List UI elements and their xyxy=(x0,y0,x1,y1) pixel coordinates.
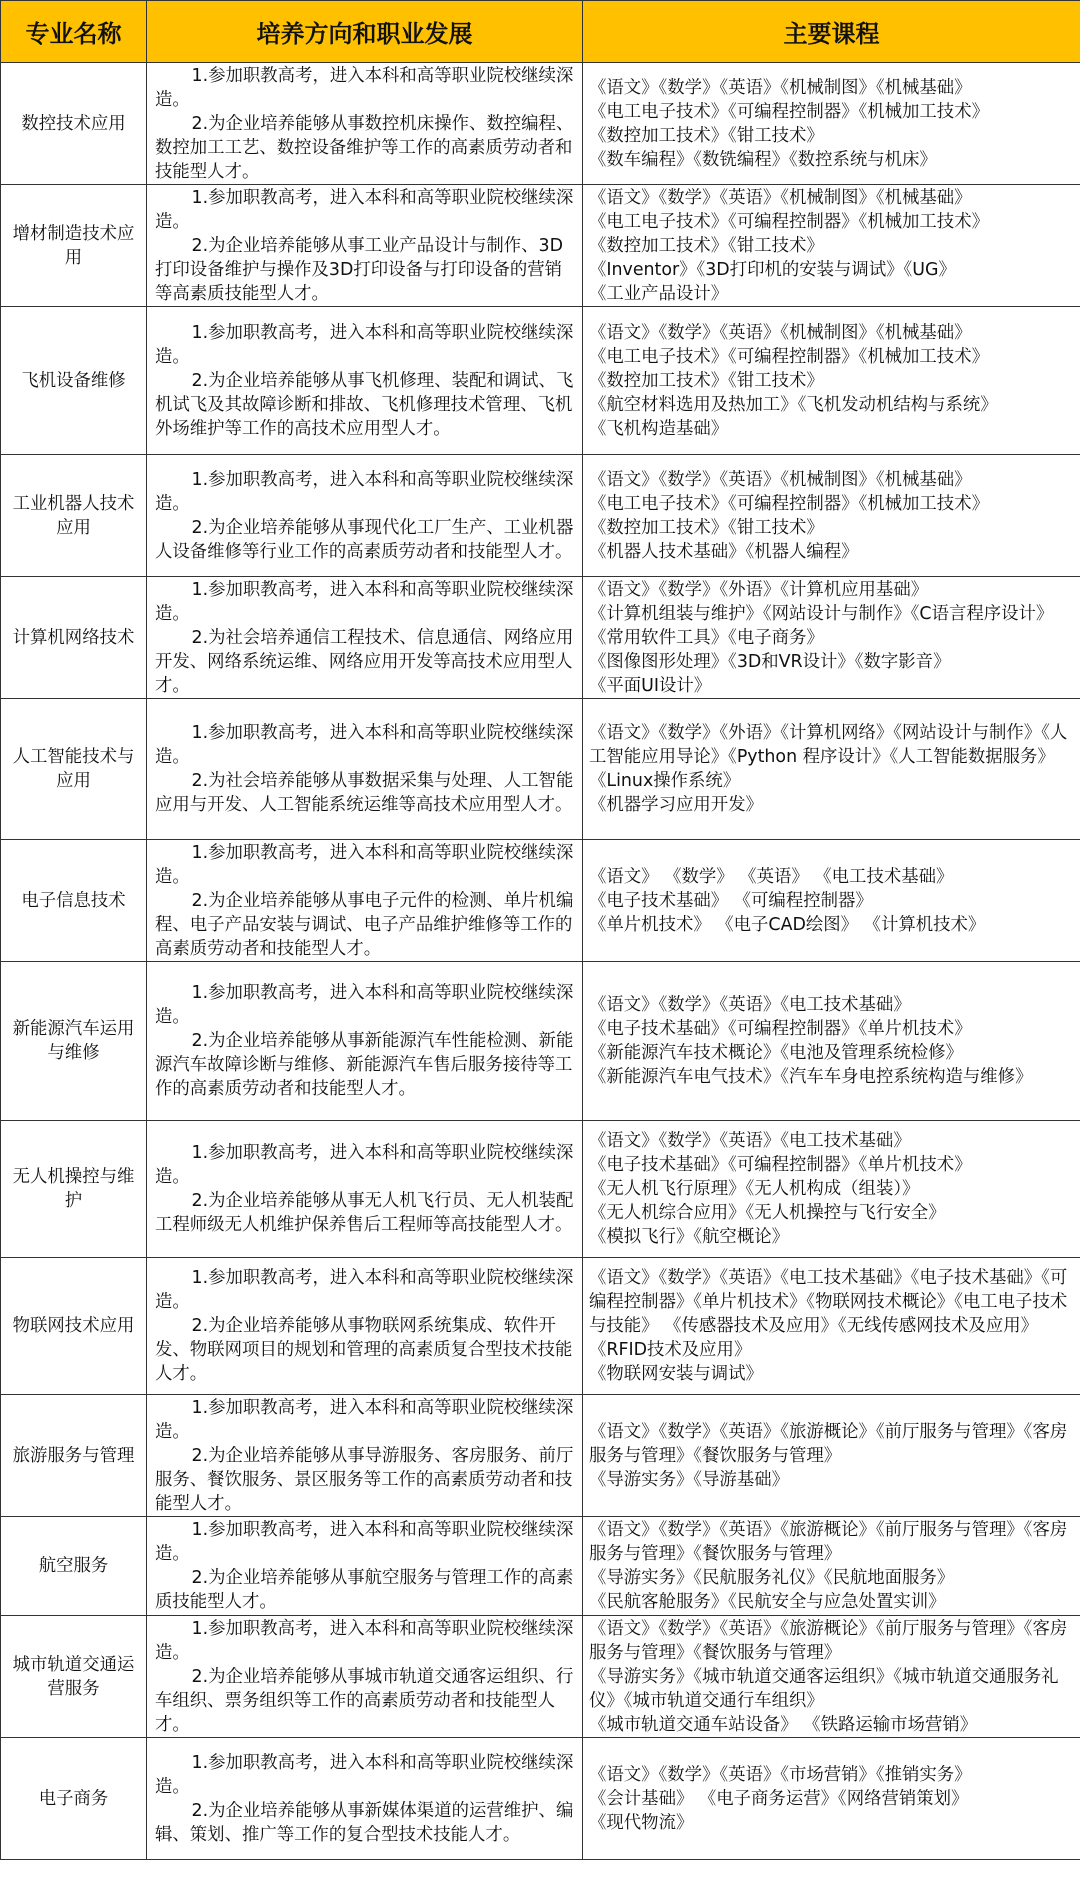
direction-cell xyxy=(147,63,583,185)
direction-paragraph: 1.参加职教高考，进入本科和高等职业院校继续深造。 xyxy=(155,842,574,887)
direction-cell xyxy=(147,962,583,1121)
major-name-cell: 城市轨道交通运营服务 xyxy=(1,1616,147,1738)
course-line: 《航空材料选用及热加工》《飞机发动机结构与系统》 xyxy=(589,394,998,415)
major-name-cell: 航空服务 xyxy=(1,1517,147,1616)
courses-cell xyxy=(583,1517,1080,1616)
course-line: 《语文》《数学》《英语》《机械制图》《机械基础》 xyxy=(589,187,972,208)
direction-cell xyxy=(147,1738,583,1860)
courses-cell xyxy=(583,1738,1080,1860)
course-line: 《数控加工技术》《钳工技术》 xyxy=(589,125,824,146)
major-name-cell: 电子信息技术 xyxy=(1,840,147,962)
direction-paragraph: 2.为企业培养能够从事物联网系统集成、软件开发、物联网项目的规划和管理的高素质复合型技术技能人才。 xyxy=(155,1316,573,1384)
major-name-cell: 人工智能技术与应用 xyxy=(1,699,147,840)
table-row xyxy=(1,962,1080,1121)
header-direction: 培养方向和职业发展 xyxy=(147,1,583,63)
major-name-cell: 电子商务 xyxy=(1,1738,147,1860)
course-line: 《物联网安装与调试》 xyxy=(589,1364,763,1384)
major-name-cell: 数控技术应用 xyxy=(1,63,147,185)
direction-paragraph: 1.参加职教高考，进入本科和高等职业院校继续深造。 xyxy=(155,65,574,110)
direction-paragraph: 2.为社会培养通信工程技术、信息通信、网络应用开发、网络系统运维、网络应用开发等高技术应用型人才。 xyxy=(155,627,574,696)
courses-cell xyxy=(583,63,1080,185)
table-row xyxy=(1,185,1080,307)
course-line: 《导游实务》《城市轨道交通客运组织》《城市轨道交通服务礼仪》《城市轨道交通行车组织》 xyxy=(589,1666,1059,1711)
direction-paragraph: 2.为企业培养能够从事新媒体渠道的运营维护、编辑、策划、推广等工作的复合型技术技能人才。 xyxy=(155,1800,574,1845)
course-line: 《语文》《数学》《外语》《计算机应用基础》 xyxy=(589,579,929,600)
major-name-cell: 物联网技术应用 xyxy=(1,1258,147,1395)
direction-paragraph: 1.参加职教高考，进入本科和高等职业院校继续深造。 xyxy=(155,1397,574,1442)
direction-paragraph: 2.为企业培养能够从事新能源汽车性能检测、新能源汽车故障诊断与维修、新能源汽车售后服务接待等工作的高素质劳动者和技能型人才。 xyxy=(155,1031,574,1099)
course-line: 《电子技术基础》《可编程控制器》《单片机技术》 xyxy=(589,1155,972,1175)
course-line: 《单片机技术》 《电子CAD绘图》 《计算机技术》 xyxy=(589,914,986,935)
table-row xyxy=(1,577,1080,699)
header-courses: 主要课程 xyxy=(583,1,1080,63)
course-line: 《模拟飞行》《航空概论》 xyxy=(589,1227,789,1247)
course-line: 《无人机综合应用》《无人机操控与飞行安全》 xyxy=(589,1203,946,1223)
course-line: 《图像图形处理》《3D和VR设计》《数字影音》 xyxy=(589,651,951,672)
header-row xyxy=(1,1,1080,63)
direction-cell xyxy=(147,1258,583,1395)
course-line: 《电工电子技术》《可编程控制器》《机械加工技术》 xyxy=(589,346,989,367)
course-line: 《Inventor》《3D打印机的安装与调试》《UG》 xyxy=(589,259,956,280)
course-line: 《会计基础》 《电子商务运营》《网络营销策划》 xyxy=(589,1788,969,1809)
courses-cell xyxy=(583,577,1080,699)
course-line: 《新能源汽车电气技术》《汽车车身电控系统构造与维修》 xyxy=(589,1067,1033,1087)
direction-cell xyxy=(147,577,583,699)
course-line: 《无人机飞行原理》《无人机构成（组装）》 xyxy=(589,1179,920,1199)
course-line: 《电子技术基础》《可编程控制器》《单片机技术》 xyxy=(589,1019,972,1039)
courses-cell xyxy=(583,962,1080,1121)
course-line: 《语文》《数学》《外语》《计算机网络》《网站设计与制作》《人工智能应用导论》《Python 程序设计》《人工智能数据服务》《Linux操作系统》 xyxy=(589,723,1068,791)
table-row xyxy=(1,840,1080,962)
course-line: 《语文》《数学》《英语》《电工技术基础》《电子技术基础》《可编程控制器》《单片机技术》《物联网技术概论》《电工电子技术与技能》 《传感器技术及应用》《无线传感网技术及应用》《RFID技术及应用》 xyxy=(589,1268,1068,1360)
table-row xyxy=(1,1121,1080,1258)
table-row xyxy=(1,699,1080,840)
courses-cell xyxy=(583,185,1080,307)
direction-paragraph: 2.为企业培养能够从事航空服务与管理工作的高素质技能型人才。 xyxy=(155,1568,574,1612)
direction-paragraph: 1.参加职教高考，进入本科和高等职业院校继续深造。 xyxy=(155,579,574,624)
table-row xyxy=(1,1616,1080,1738)
direction-paragraph: 1.参加职教高考，进入本科和高等职业院校继续深造。 xyxy=(155,1143,574,1187)
courses-cell xyxy=(583,1121,1080,1258)
direction-paragraph: 1.参加职教高考，进入本科和高等职业院校继续深造。 xyxy=(155,322,574,367)
course-line: 《数控加工技术》《钳工技术》 xyxy=(589,235,824,256)
direction-paragraph: 2.为企业培养能够从事现代化工厂生产、工业机器人设备维修等行业工作的高素质劳动者和技能型人才。 xyxy=(155,517,574,562)
table-body xyxy=(1,63,1080,1860)
course-line: 《语文》《数学》《英语》《机械制图》《机械基础》 xyxy=(589,77,972,98)
course-line: 《工业产品设计》 xyxy=(589,283,729,304)
course-line: 《机器学习应用开发》 xyxy=(589,795,763,815)
direction-paragraph: 2.为企业培养能够从事数控机床操作、数控编程、数控加工工艺、数控设备维护等工作的高素质劳动者和技能型人才。 xyxy=(155,113,574,182)
direction-paragraph: 2.为企业培养能够从事工业产品设计与制作、3D打印设备维护与操作及3D打印设备与打印设备的营销等高素质技能型人才。 xyxy=(155,235,564,304)
course-line: 《机器人技术基础》《机器人编程》 xyxy=(589,541,859,562)
direction-paragraph: 2.为企业培养能够从事无人机飞行员、无人机装配工程师级无人机维护保养售后工程师等高技能型人才。 xyxy=(155,1191,574,1235)
major-name-cell: 增材制造技术应用 xyxy=(1,185,147,307)
course-line: 《语文》《数学》《英语》《电工技术基础》 xyxy=(589,995,911,1015)
direction-paragraph: 1.参加职教高考，进入本科和高等职业院校继续深造。 xyxy=(155,983,574,1027)
direction-paragraph: 1.参加职教高考，进入本科和高等职业院校继续深造。 xyxy=(155,1268,574,1312)
direction-cell xyxy=(147,840,583,962)
major-name-cell: 工业机器人技术应用 xyxy=(1,455,147,577)
course-line: 《城市轨道交通车站设备》 《铁路运输市场营销》 xyxy=(589,1714,978,1735)
course-line: 《语文》《数学》《英语》《机械制图》《机械基础》 xyxy=(589,469,972,490)
direction-paragraph: 2.为企业培养能够从事电子元件的检测、单片机编程、电子产品安装与调试、电子产品维护维修等工作的高素质劳动者和技能型人才。 xyxy=(155,890,574,959)
direction-cell xyxy=(147,1395,583,1517)
course-line: 《电工电子技术》《可编程控制器》《机械加工技术》 xyxy=(589,101,989,122)
direction-paragraph: 1.参加职教高考，进入本科和高等职业院校继续深造。 xyxy=(155,1752,574,1797)
courses-cell xyxy=(583,1258,1080,1395)
major-name-cell: 飞机设备维修 xyxy=(1,307,147,455)
course-line: 《平面UI设计》 xyxy=(589,675,712,696)
direction-paragraph: 2.为社会培养能够从事数据采集与处理、人工智能应用与开发、人工智能系统运维等高技术应用型人才。 xyxy=(155,771,574,815)
course-line: 《数车编程》《数铣编程》《数控系统与机床》 xyxy=(589,149,937,170)
direction-cell xyxy=(147,699,583,840)
direction-paragraph: 1.参加职教高考，进入本科和高等职业院校继续深造。 xyxy=(155,1618,574,1663)
header-major-name: 专业名称 xyxy=(1,1,147,63)
direction-cell xyxy=(147,1517,583,1616)
major-name-cell: 旅游服务与管理 xyxy=(1,1395,147,1517)
direction-paragraph: 1.参加职教高考，进入本科和高等职业院校继续深造。 xyxy=(155,723,574,767)
direction-paragraph: 2.为企业培养能够从事城市轨道交通客运组织、行车组织、票务组织等工作的高素质劳动者和技能型人才。 xyxy=(155,1666,574,1735)
courses-cell xyxy=(583,699,1080,840)
course-line: 《语文》《数学》《英语》《机械制图》《机械基础》 xyxy=(589,322,972,343)
major-name-cell: 无人机操控与维护 xyxy=(1,1121,147,1258)
table-row xyxy=(1,307,1080,455)
course-line: 《电子技术基础》 《可编程控制器》 xyxy=(589,890,873,911)
direction-paragraph: 2.为企业培养能够从事飞机修理、装配和调试、飞机试飞及其故障诊断和排故、飞机修理技术管理、飞机外场维护等工作的高技术应用型人才。 xyxy=(155,370,574,439)
direction-cell xyxy=(147,455,583,577)
direction-paragraph: 1.参加职教高考，进入本科和高等职业院校继续深造。 xyxy=(155,1520,574,1564)
table-row xyxy=(1,1517,1080,1616)
major-name-cell: 新能源汽车运用与维修 xyxy=(1,962,147,1121)
table-row xyxy=(1,1395,1080,1517)
course-line: 《民航客舱服务》《民航安全与应急处置实训》 xyxy=(589,1592,946,1612)
course-line: 《电工电子技术》《可编程控制器》《机械加工技术》 xyxy=(589,493,989,514)
course-line: 《数控加工技术》《钳工技术》 xyxy=(589,517,824,538)
major-name-cell: 计算机网络技术 xyxy=(1,577,147,699)
course-line: 《导游实务》《导游基础》 xyxy=(589,1469,789,1490)
direction-cell xyxy=(147,1616,583,1738)
direction-cell xyxy=(147,307,583,455)
course-line: 《数控加工技术》《钳工技术》 xyxy=(589,370,824,391)
course-line: 《计算机组装与维护》《网站设计与制作》《C语言程序设计》《常用软件工具》《电子商务》 xyxy=(589,603,1054,648)
course-line: 《现代物流》 xyxy=(589,1812,694,1833)
course-line: 《语文》《数学》《英语》《旅游概论》《前厅服务与管理》《客房服务与管理》《餐饮服务与管理》 xyxy=(589,1421,1068,1466)
course-line: 《新能源汽车技术概论》《电池及管理系统检修》 xyxy=(589,1043,963,1063)
direction-paragraph: 2.为企业培养能够从事导游服务、客房服务、前厅服务、餐饮服务、景区服务等工作的高素质劳动者和技能型人才。 xyxy=(155,1445,574,1514)
courses-cell xyxy=(583,307,1080,455)
direction-cell xyxy=(147,185,583,307)
course-line: 《语文》《数学》《英语》《市场营销》《推销实务》 xyxy=(589,1764,972,1785)
course-line: 《语文》《数学》《英语》《电工技术基础》 xyxy=(589,1131,911,1151)
course-line: 《语文》 《数学》 《英语》 《电工技术基础》 xyxy=(589,866,954,887)
table-row xyxy=(1,1738,1080,1860)
direction-cell xyxy=(147,1121,583,1258)
course-line: 《语文》《数学》《英语》《旅游概论》《前厅服务与管理》《客房服务与管理》《餐饮服务与管理》 xyxy=(589,1520,1068,1564)
direction-paragraph: 1.参加职教高考，进入本科和高等职业院校继续深造。 xyxy=(155,187,574,232)
table-row xyxy=(1,455,1080,577)
courses-cell xyxy=(583,840,1080,962)
courses-cell xyxy=(583,1395,1080,1517)
courses-cell xyxy=(583,1616,1080,1738)
direction-paragraph: 1.参加职教高考，进入本科和高等职业院校继续深造。 xyxy=(155,469,574,514)
course-line: 《语文》《数学》《英语》《旅游概论》《前厅服务与管理》《客房服务与管理》《餐饮服务与管理》 xyxy=(589,1618,1068,1663)
course-line: 《电工电子技术》《可编程控制器》《机械加工技术》 xyxy=(589,211,989,232)
courses-cell xyxy=(583,455,1080,577)
table-row xyxy=(1,1258,1080,1395)
course-line: 《飞机构造基础》 xyxy=(589,418,729,439)
table-row xyxy=(1,63,1080,185)
course-line: 《导游实务》《民航服务礼仪》《民航地面服务》 xyxy=(589,1568,955,1588)
